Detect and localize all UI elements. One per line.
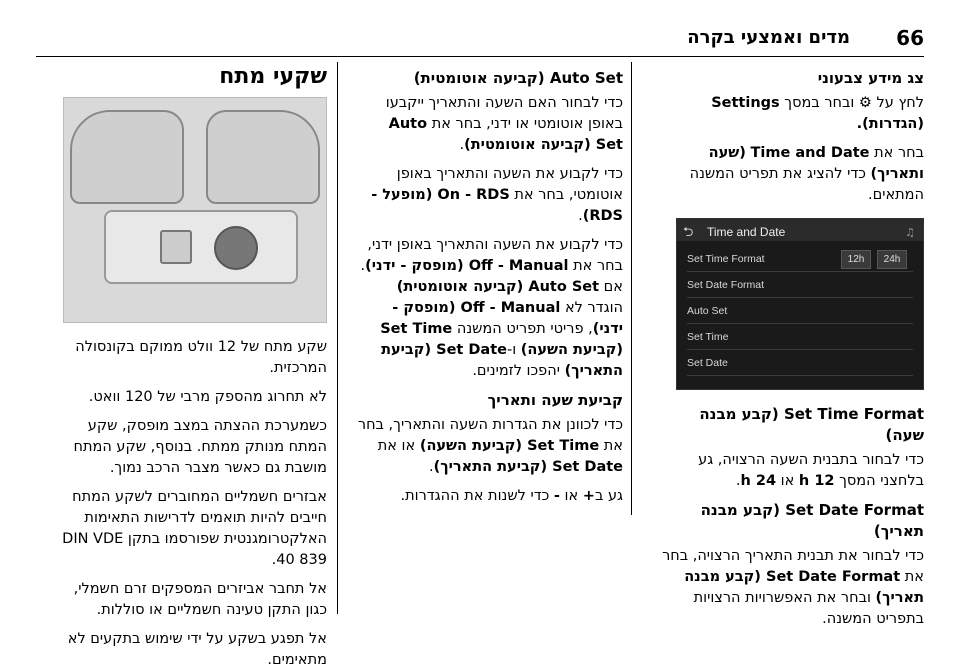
menu-item-set-date[interactable]: Set Date xyxy=(687,351,913,376)
menu-item-auto-set[interactable]: Auto Set xyxy=(687,299,913,324)
manual-set-text: כדי לקבוע את השעה והתאריך באופן ידני, בחר את Off - Manual (מופסק - ידני). אם Auto Set (קביעה אוטומטית) הוגדר לא Off - Manual (מופסק - ידני), פריטי תפריט המשנה Set Time (קביעת השעה) ו-Set Date (קביעת התאריך) יהפכו לזמינים. xyxy=(360,237,623,379)
music-note-icon: ♫ xyxy=(905,226,915,239)
set-date-format-text: כדי לבחור את תבנית התאריך הרצויה, בחר את Set Date Format (קבע מבנה תאריך) ובחר את האפשרויות הרצויות בתפריט המשנה. xyxy=(662,548,924,627)
right-air-vent xyxy=(206,110,320,204)
set-date-format-heading: Set Date Format (קבע מבנה תאריך) xyxy=(700,501,924,540)
color-display-title: צג מידע צבעוני xyxy=(817,69,924,87)
ignition-off-text: כשמערכת ההצתה במצב מופסק, שקע המתח מנותק ממתח. בנוסף, שקע המתח מושבת גם כאשר מצבר הרכב נמוך. xyxy=(73,418,327,476)
power-outlet-illustration xyxy=(63,97,327,323)
outlet-location-text: שקע מתח של 12 וולט ממוקם בקונסולה המרכזית. xyxy=(75,339,327,376)
page-number: 66 xyxy=(896,26,924,50)
set-time-format-heading: Set Time Format (קבע מבנה שעה) xyxy=(699,405,924,444)
menu-item-set-time[interactable]: Set Time xyxy=(687,325,913,350)
middle-column xyxy=(357,62,632,515)
section-heading: מדים ואמצעי בקרה xyxy=(687,27,850,48)
format-24h-button[interactable]: 24h xyxy=(877,250,907,269)
power-socket-cap xyxy=(214,226,258,270)
menu-item-set-date-format[interactable]: Set Date Format xyxy=(687,273,913,298)
console-switch xyxy=(160,230,192,264)
no-current-supply-text: אל תחבר אביזרים המספקים זרם חשמלי, כגון התקן טעינה חשמליים או סוללות. xyxy=(73,581,327,618)
page-header xyxy=(0,0,960,58)
gear-icon: ⚙ xyxy=(858,95,872,111)
left-air-vent xyxy=(70,110,184,204)
screen-title: Time and Date xyxy=(707,225,786,239)
set-time-format-text: כדי לבחור בתבנית השעה הרצויה, גע בלחצני המסך 12 h או 24 h. xyxy=(698,452,924,489)
right-column xyxy=(662,62,924,638)
format-12h-button[interactable]: 12h xyxy=(841,250,871,269)
max-power-text: לא תחרוג מהספק מרבי של 120 וואט. xyxy=(88,389,327,405)
set-time-date-text: כדי לכוונן את הגדרות השעה והתאריך, בחר את Set Time (קביעת השעה) או את Set Date (קביעת התאריך). xyxy=(357,417,623,475)
auto-set-text: כדי לבחור האם השעה והתאריך ייקבעו באופן אוטומטי או ידני, בחר את Auto Set (קביעה אוטומטית). xyxy=(385,95,623,153)
power-outlets-title: שקעי מתח xyxy=(219,64,327,89)
time-date-screen xyxy=(676,218,924,390)
settings-instruction: לחץ על ⚙ ובחר במסך Settings (הגדרות). xyxy=(711,95,924,132)
left-column xyxy=(57,62,338,668)
unsuitable-plugs-text: אל תפגע בשקע על ידי שימוש בתקעים לא מתאימים. xyxy=(67,631,327,668)
screen-title-bar xyxy=(677,219,923,241)
auto-set-heading: Auto Set (קביעה אוטומטית) xyxy=(413,69,623,87)
set-time-date-heading: קביעת שעה ותאריך xyxy=(487,391,623,409)
time-date-instruction: בחר את Time and Date (שעה ותאריך) כדי להציג את תפריט המשנה המתאים. xyxy=(689,145,924,203)
header-divider xyxy=(36,56,924,57)
center-console-panel xyxy=(104,210,298,284)
back-icon[interactable]: ⮌ xyxy=(683,225,694,240)
emc-text: אבזרים חשמליים המחוברים לשקע המתח חייבים להיות תואמים לדרישות התאימות האלקטרומגנטית שפורסמו בתקן DIN VDE 40 839. xyxy=(62,489,327,568)
adjust-text: גע ב+ או - כדי לשנות את ההגדרות. xyxy=(400,488,623,504)
auto-rds-text: כדי לקבוע את השעה והתאריך באופן אוטומטי, בחר את On - RDS (מופעל - RDS). xyxy=(371,166,623,224)
menu-item-set-time-format[interactable]: Set Time Format 12h 24h xyxy=(687,247,913,272)
